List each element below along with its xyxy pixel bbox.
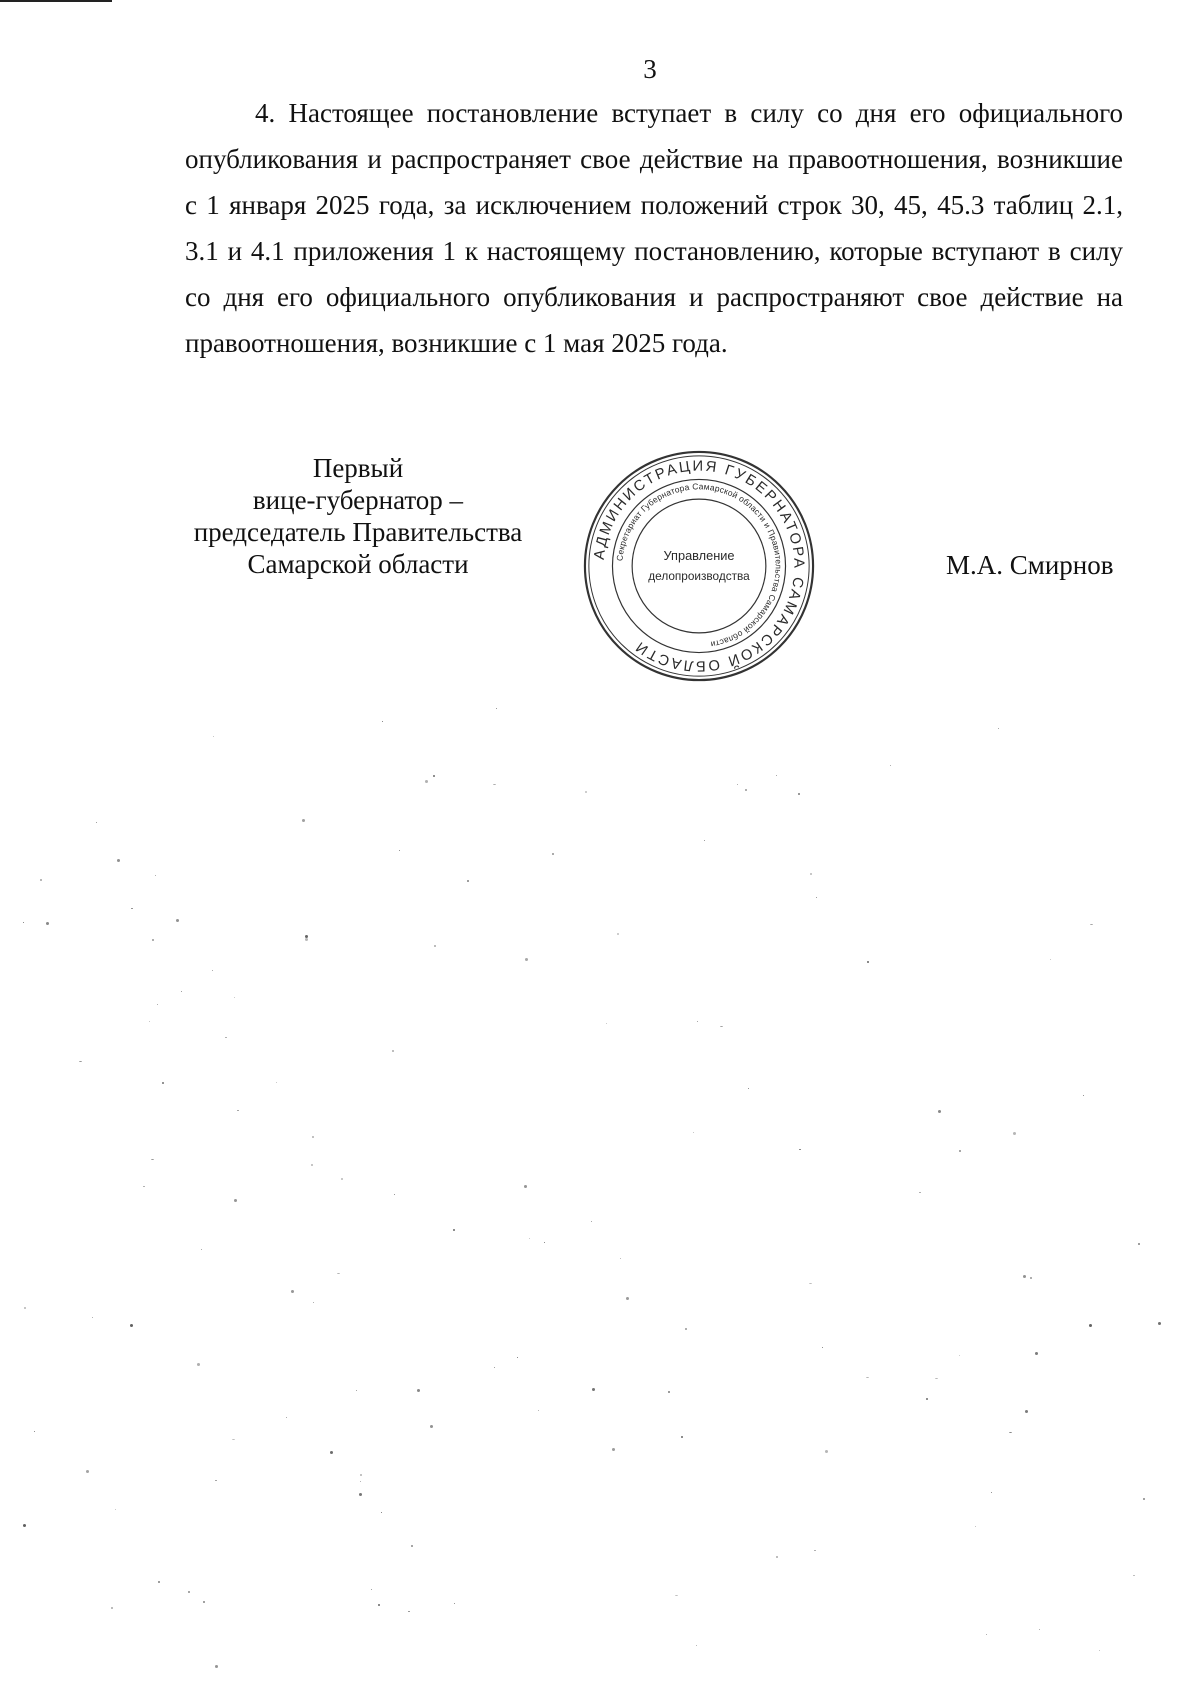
scan-speck: [46, 922, 49, 925]
scan-speck: [305, 938, 308, 941]
scan-speck: [143, 1186, 145, 1187]
scan-speck: [814, 1550, 816, 1551]
scan-speck: [737, 784, 738, 785]
scan-speck: [776, 1556, 778, 1558]
scan-speck: [341, 1178, 343, 1180]
scan-speck: [926, 1398, 928, 1400]
scan-speck: [1009, 1432, 1012, 1433]
scan-speck: [675, 1595, 678, 1596]
scan-speck: [382, 721, 383, 722]
scan-speck: [117, 859, 120, 862]
scan-speck: [493, 784, 496, 785]
scan-speck: [959, 1355, 960, 1356]
scan-speck: [626, 1297, 629, 1300]
scan-speck: [337, 1273, 340, 1274]
scan-speck: [959, 1150, 961, 1152]
signer-position-line-4: Самарской области: [247, 549, 469, 579]
scan-speck: [79, 1061, 82, 1062]
scan-speck: [149, 1021, 150, 1022]
scan-speck: [360, 1481, 361, 1482]
scan-speck: [1133, 1575, 1135, 1576]
scan-speck: [1138, 1243, 1140, 1245]
scan-speck: [496, 708, 497, 709]
scan-speck: [232, 1439, 235, 1440]
scan-speck: [313, 1302, 314, 1303]
scan-speck: [517, 1357, 518, 1358]
scan-speck: [155, 875, 156, 876]
scan-speck: [215, 1665, 218, 1668]
scan-speck: [434, 945, 436, 947]
paragraph-4: 4. Настоящее постановление вступает в силу со дня его официального опубликования и распространяет свое действие на правоотношения, возникшие с 1 января 2025 года, за исключением положений строк 30, 45, 45.3 таблиц 2.1, 3.1 и 4.1 приложения 1 к настоящему постановлению, которые вступают в силу со дня его официального опубликования и распространяют свое действие на правоотношения, возникшие с 1 мая 2025 года.: [185, 98, 1123, 358]
stamp-outer-ring-text: АДМИНИСТРАЦИЯ ГУБЕРНАТОРА САМАРСКОЙ ОБЛАСТИ: [591, 458, 807, 674]
scan-speck: [620, 1258, 621, 1259]
scan-speck: [359, 1493, 362, 1496]
scan-speck: [237, 1110, 239, 1111]
scan-speck: [592, 1388, 595, 1391]
scan-speck: [1083, 1095, 1084, 1096]
scan-speck: [467, 880, 469, 882]
scan-speck: [1039, 1629, 1040, 1630]
scan-speck: [693, 1132, 694, 1133]
scan-speck: [685, 1328, 687, 1330]
scan-speck: [92, 1317, 93, 1318]
scan-speck: [617, 933, 619, 935]
signer-position-line-1: Первый: [312, 453, 404, 483]
signer-position-line-3: председатель Правительства: [193, 517, 523, 547]
scan-speck: [201, 1249, 202, 1250]
scan-speck: [433, 775, 435, 777]
scan-speck: [938, 1110, 941, 1113]
scan-speck: [1013, 1132, 1016, 1135]
scan-speck: [453, 1229, 455, 1231]
scan-speck: [798, 793, 800, 795]
scan-speck: [810, 873, 812, 875]
scan-speck: [825, 1450, 828, 1453]
scan-speck: [720, 1026, 723, 1027]
scan-speck: [151, 1159, 154, 1160]
scan-speck: [1090, 924, 1093, 925]
scan-speck: [816, 897, 817, 898]
scan-speck: [34, 1431, 35, 1432]
scan-speck: [1050, 959, 1051, 960]
scan-speck: [399, 850, 400, 851]
scan-speck: [188, 1591, 190, 1593]
scan-speck: [152, 939, 154, 941]
scan-speck: [991, 1492, 992, 1493]
scan-speck: [544, 1242, 545, 1243]
scan-speck: [291, 1290, 294, 1293]
scan-speck: [23, 1524, 26, 1527]
signer-position-line-2: вице-губернатор –: [252, 485, 464, 515]
scan-speck: [799, 1149, 801, 1150]
scan-speck: [822, 1347, 823, 1348]
scan-speck: [111, 1607, 113, 1609]
scan-speck: [745, 789, 747, 791]
scan-speck: [408, 1611, 410, 1612]
scan-speck: [1089, 1324, 1092, 1327]
scan-speck: [525, 958, 528, 961]
scan-speck: [24, 1307, 26, 1309]
scan-speck: [40, 879, 42, 881]
scan-speck: [668, 1391, 670, 1393]
scan-speck: [86, 1470, 89, 1473]
scan-speck: [203, 1601, 205, 1603]
scan-speck: [378, 1604, 380, 1606]
scan-speck: [96, 822, 97, 823]
scan-speck: [704, 840, 705, 841]
scan-speck: [158, 1581, 160, 1583]
scan-speck: [1035, 1352, 1038, 1355]
scan-speck: [1143, 1498, 1145, 1500]
scan-speck: [311, 1164, 313, 1166]
scan-speck: [1158, 1322, 1161, 1325]
scan-speck: [417, 1389, 420, 1392]
page-number: 3: [643, 54, 657, 84]
signer-name: М.А. Смирнов: [946, 550, 1114, 580]
scan-speck: [697, 1021, 698, 1022]
scan-speck: [809, 1283, 812, 1284]
scan-speck: [867, 961, 869, 963]
scan-speck: [776, 775, 777, 776]
scan-speck: [276, 1082, 277, 1083]
scan-speck: [552, 853, 554, 855]
scan-speck: [494, 1367, 495, 1368]
scan-speck: [356, 1390, 357, 1391]
scan-speck: [302, 819, 305, 822]
scan-speck: [538, 1410, 539, 1411]
scan-speck: [1025, 1410, 1028, 1413]
scan-speck: [176, 919, 179, 922]
scan-speck: [681, 1436, 683, 1438]
stamp-center-line-2: делопроизводства: [648, 568, 750, 583]
scan-speck: [305, 935, 308, 938]
signer-position: [158, 452, 558, 580]
scan-speck: [1030, 1277, 1032, 1279]
official-stamp: [581, 448, 817, 684]
scan-speck: [157, 1004, 158, 1005]
scan-speck: [696, 1645, 697, 1646]
scan-speck: [197, 1363, 200, 1366]
scan-speck: [330, 1451, 333, 1454]
scan-speck: [890, 765, 891, 766]
scan-speck: [131, 908, 133, 909]
scan-speck: [181, 991, 182, 992]
scan-speck: [606, 1023, 607, 1024]
scan-speck: [454, 1603, 455, 1604]
scan-speck: [1023, 1275, 1026, 1278]
scan-speck: [998, 728, 999, 729]
scan-speck: [286, 1417, 287, 1418]
scan-speck: [162, 1082, 164, 1084]
scan-speck: [392, 1050, 394, 1052]
scan-speck: [612, 1448, 615, 1451]
scan-speck: [430, 1425, 433, 1428]
scan-top-line: [0, 0, 112, 2]
scan-speck: [360, 1474, 362, 1476]
scan-speck: [748, 1088, 749, 1089]
scan-speck: [215, 1480, 217, 1481]
scan-speck: [212, 970, 213, 971]
scan-speck: [529, 1238, 530, 1239]
scan-speck: [234, 1199, 237, 1202]
scan-speck: [585, 791, 587, 793]
scan-speck: [935, 1378, 938, 1379]
scan-speck: [411, 1545, 413, 1547]
scan-speck: [213, 736, 214, 737]
scan-speck: [919, 1192, 921, 1193]
scan-speck: [225, 1037, 227, 1038]
stamp-inner-ring-text: Секретариат Губернатора Самарской области и Правительства Самарской области: [614, 481, 784, 650]
scan-speck: [986, 1634, 987, 1635]
stamp-seal-graphic: [581, 448, 817, 684]
scan-speck: [371, 1589, 372, 1590]
scan-speck: [425, 780, 428, 783]
scan-speck: [23, 922, 24, 923]
scan-speck: [312, 1136, 314, 1138]
scan-speck: [130, 1324, 133, 1327]
scan-speck: [866, 1377, 869, 1378]
scan-speck: [591, 1221, 592, 1222]
scan-speck: [234, 997, 235, 998]
scan-speck: [115, 1509, 116, 1510]
stamp-center-line-1: Управление: [663, 548, 735, 564]
scan-speck: [381, 1512, 382, 1513]
scan-speck: [394, 1194, 395, 1195]
scan-speck: [524, 1185, 527, 1188]
scan-speck: [1099, 1650, 1100, 1651]
scan-speck: [975, 1526, 976, 1527]
